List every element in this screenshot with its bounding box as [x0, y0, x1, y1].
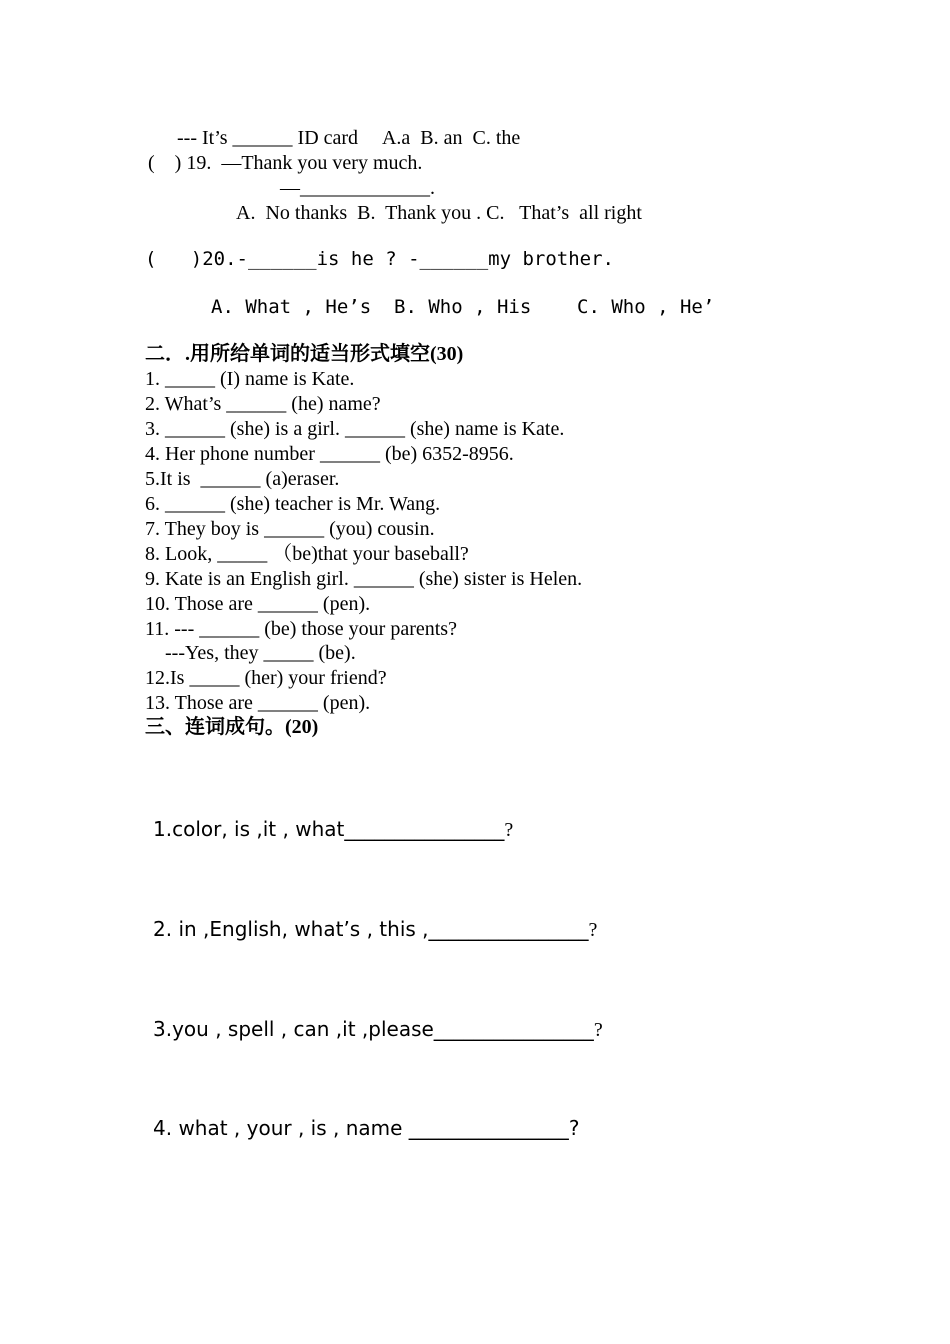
question-mark: ? — [568, 1116, 580, 1140]
sentence-item — [145, 903, 597, 940]
question-19-options: A. No thanks B. Thank you . C. That’s all right — [236, 202, 642, 224]
fill-item: 5.It is ______ (a)eraser. — [145, 468, 340, 490]
fill-item: 11. --- ______ (be) those your parents? — [145, 618, 457, 640]
question-19-line: ( ) 19. —Thank you very much. — [148, 152, 423, 174]
question-mark: ? — [588, 919, 598, 941]
fill-item: 6. ______ (she) teacher is Mr. Wang. — [145, 493, 441, 515]
sentence-text: 4. what , your , is , name ________________ — [153, 1116, 569, 1140]
question-18-line: --- It’s ______ ID card A.a B. an C. the — [177, 127, 521, 149]
fill-item: 9. Kate is an English girl. ______ (she) sister is Helen. — [145, 568, 583, 590]
section-3-heading: 三、连词成句。(20) — [145, 716, 319, 738]
question-19-reply: —_____________. — [280, 177, 435, 199]
fill-item: 7. They boy is ______ (you) cousin. — [145, 518, 435, 540]
fill-item: 4. Her phone number ______ (be) 6352-8956. — [145, 443, 514, 465]
question-mark: ? — [504, 819, 514, 841]
sentence-text: 3.you , spell , can ,it ,please________________ — [153, 1017, 594, 1041]
fill-item: 13. Those are ______ (pen). — [145, 692, 371, 714]
sentence-item — [145, 1003, 603, 1040]
sentence-item — [145, 803, 513, 840]
sentence-text: 2. in ,English, what’s , this ,________________ — [153, 917, 589, 941]
fill-item: 8. Look, _____ （be)that your baseball? — [145, 543, 469, 565]
question-20-line: ( )20.-______is he ? -______my brother. — [145, 248, 614, 270]
question-20-options: A. What , He’s B. Who , His C. Who , He’ — [211, 296, 715, 318]
fill-item: 2. What’s ______ (he) name? — [145, 393, 381, 415]
sentence-text: 1.color, is ,it , what________________ — [153, 817, 505, 841]
fill-item: 10. Those are ______ (pen). — [145, 593, 371, 615]
fill-item: ---Yes, they _____ (be). — [145, 642, 356, 664]
question-mark: ? — [593, 1019, 603, 1041]
fill-item: 3. ______ (she) is a girl. ______ (she) name is Kate. — [145, 418, 565, 440]
section-2-heading: 二．.用所给单词的适当形式填空(30) — [145, 343, 464, 365]
fill-item: 12.Is _____ (her) your friend? — [145, 667, 387, 689]
fill-item: 1. _____ (I) name is Kate. — [145, 368, 355, 390]
sentence-item — [145, 1102, 579, 1139]
